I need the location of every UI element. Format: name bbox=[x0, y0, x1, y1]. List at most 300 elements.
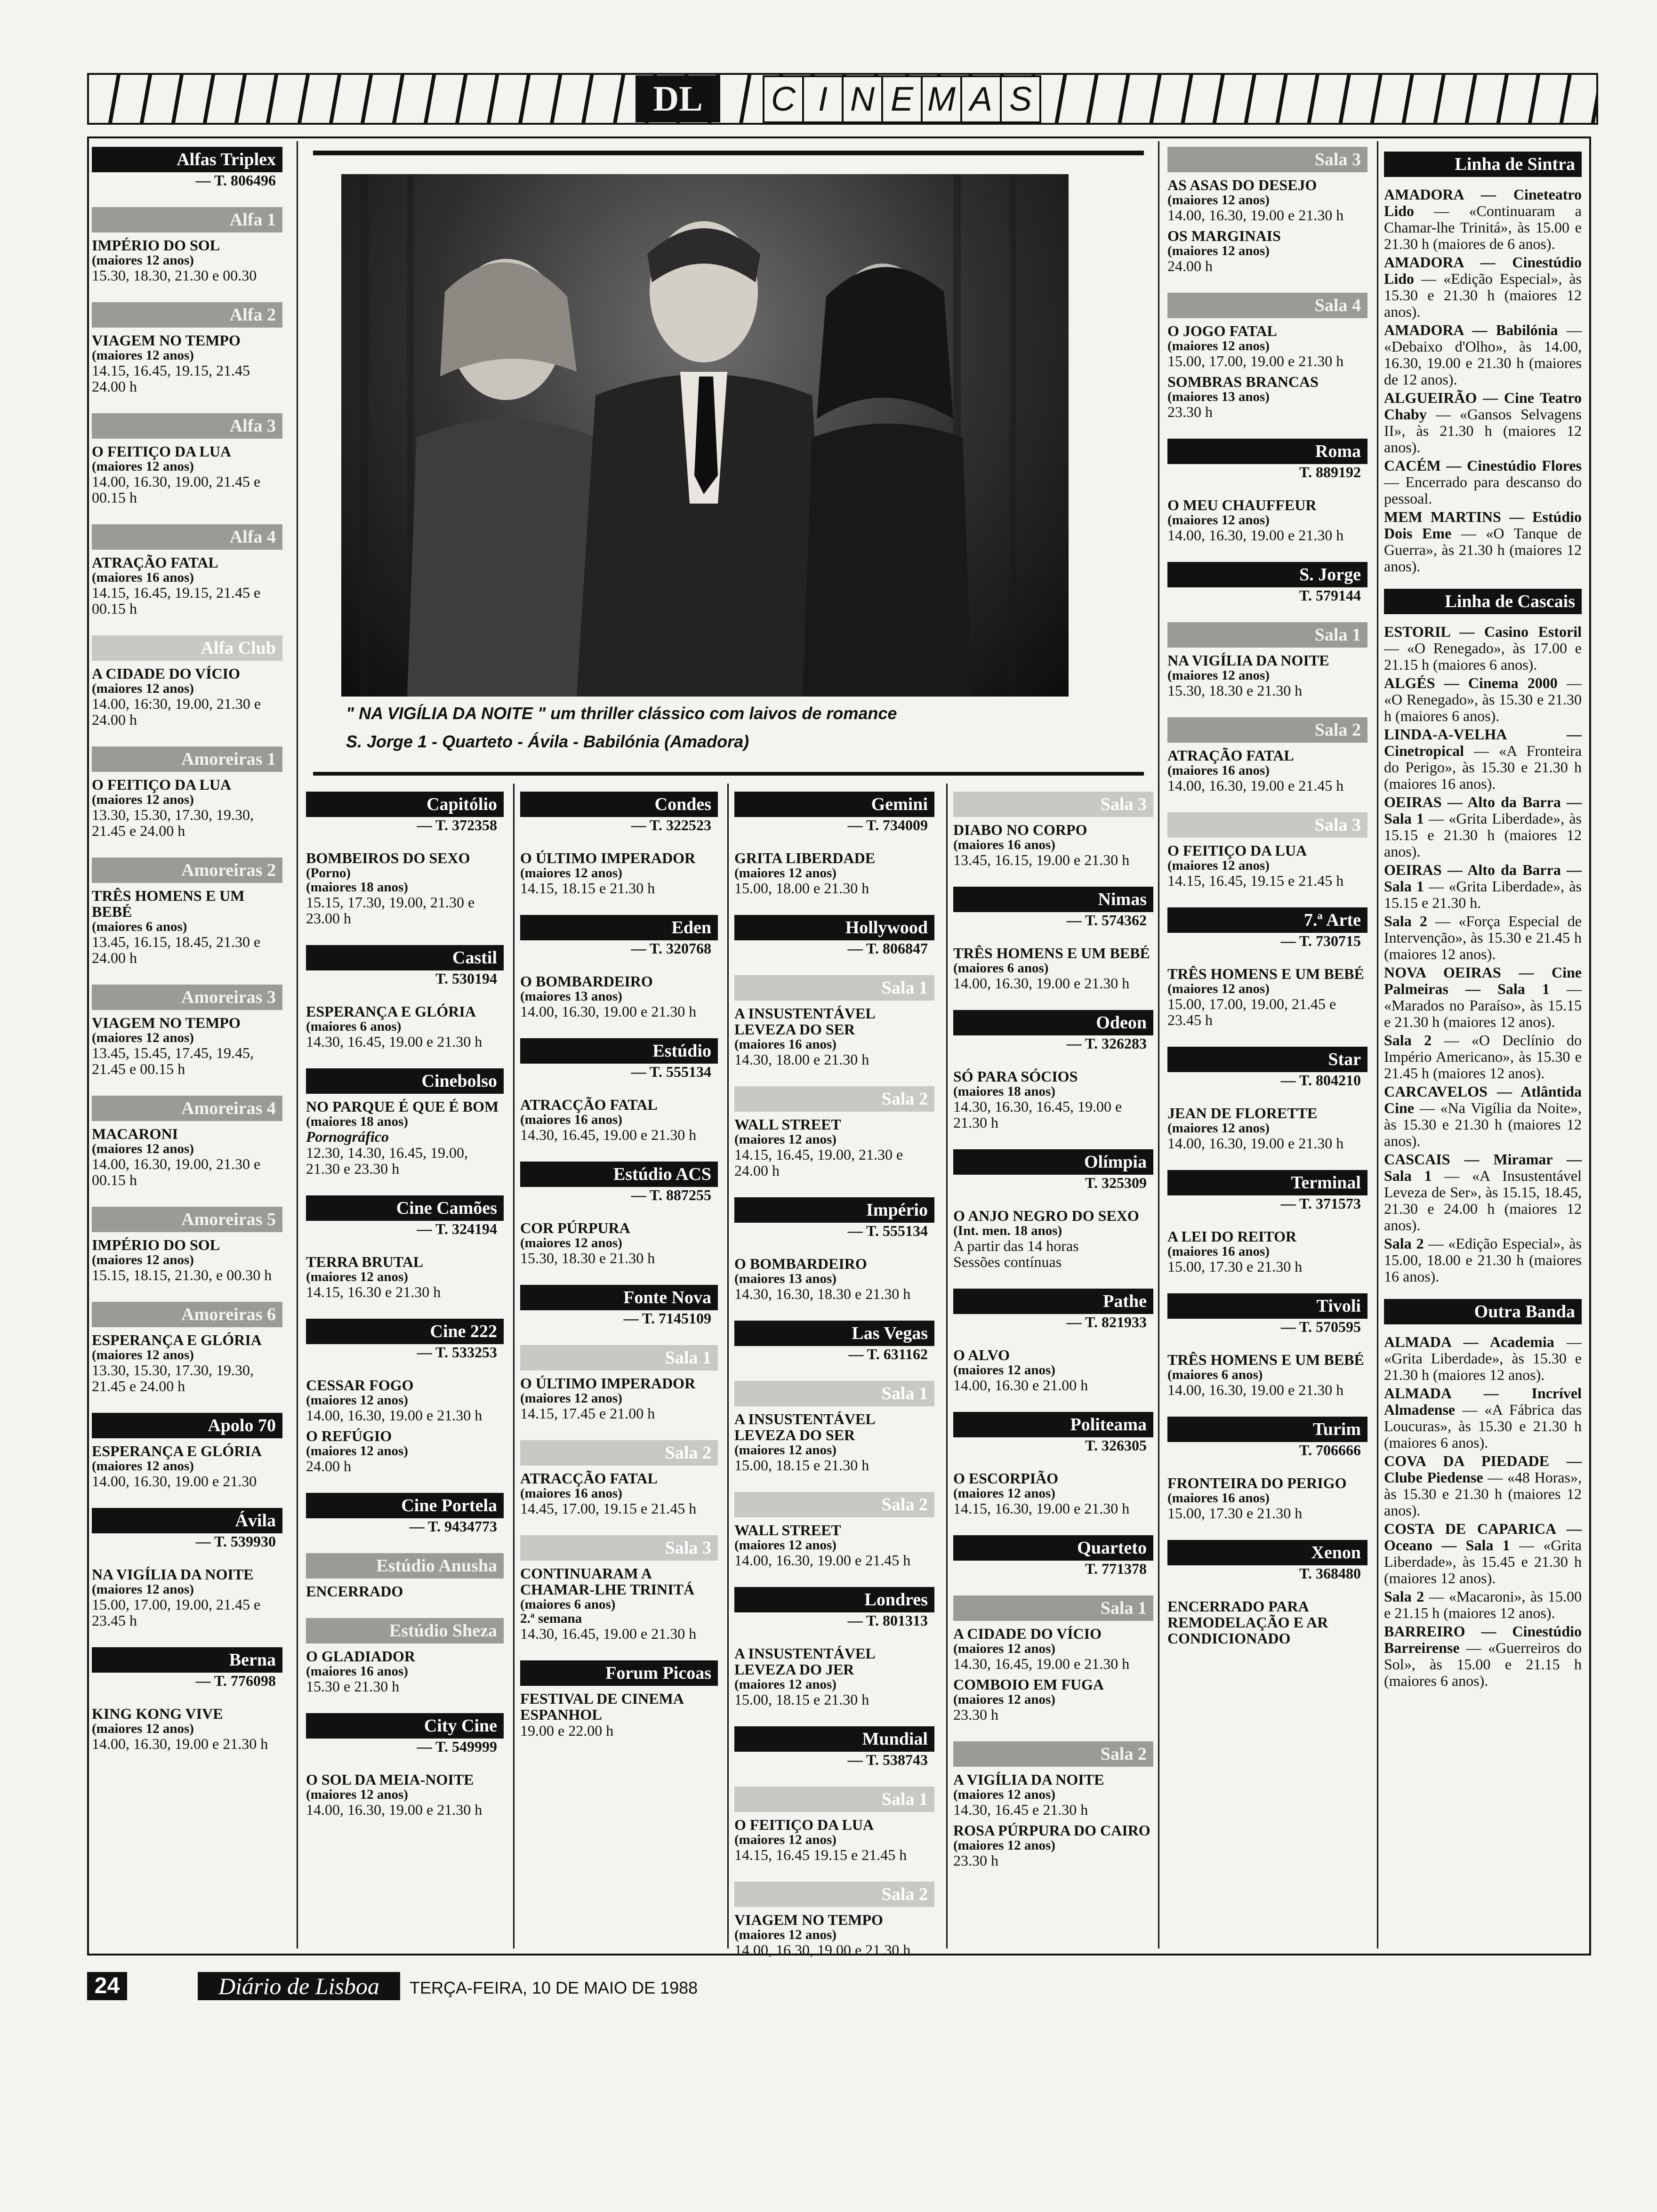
regional-details: — «Marados no Paraíso», às 15.15 e 21.30 h (maiores 12 anos). bbox=[1384, 980, 1582, 1030]
regional-details: — «Continuaram a Chamar-lhe Trinitá», às 15.00 e 21.30 h (maiores de 6 anos). bbox=[1384, 202, 1582, 252]
cinema-listing bbox=[92, 207, 282, 283]
regional-details: — «Grita Liberdade», às 15.30 e 21.30 h (maiores 12 anos). bbox=[1384, 1333, 1582, 1383]
cinema-name: Alfa 2 bbox=[92, 302, 282, 328]
age-rating: (maiores 12 anos) bbox=[520, 1391, 622, 1406]
regional-venue: ALGUEIRÃO — Cine Teatro Chaby bbox=[1384, 389, 1582, 423]
showtimes: 15.30, 18.30 e 21.30 h bbox=[1167, 682, 1303, 699]
age-rating: (maiores 12 anos) bbox=[1167, 513, 1270, 528]
age-rating: (Int. men. 18 anos) bbox=[953, 1223, 1062, 1238]
regional-listing bbox=[1384, 726, 1582, 792]
cinema-name: Alfa 1 bbox=[92, 207, 282, 232]
showtimes: 14.30, 16.45, 19.00 e 21.30 h bbox=[306, 1033, 483, 1050]
film-title: O ALVO bbox=[953, 1346, 1010, 1363]
age-rating: (maiores 12 anos) bbox=[953, 1486, 1055, 1501]
cinema-listing bbox=[1167, 147, 1367, 274]
cinema-listing bbox=[306, 1618, 504, 1694]
column-rule bbox=[1158, 141, 1159, 1948]
regional-venue: COVA DA PIEDADE — Clube Piedense bbox=[1384, 1452, 1582, 1486]
age-rating: (maiores 12 anos) bbox=[734, 1677, 837, 1692]
cinema-phone: — T. 7145109 bbox=[623, 1310, 711, 1327]
age-rating: (maiores 16 anos) bbox=[1167, 1491, 1270, 1506]
film-title: ESPERANÇA E GLÓRIA bbox=[92, 1331, 262, 1348]
cinema-listing bbox=[734, 792, 934, 896]
showtimes: 15.00, 17.00, 19.00 e 21.30 h bbox=[1167, 353, 1344, 369]
cinema-phone: — T. 806496 bbox=[195, 172, 276, 189]
publication-date: TERÇA-FEIRA, 10 DE MAIO DE 1988 bbox=[410, 1978, 698, 1997]
showtimes: 14.15, 16.45, 19.00, 21.30 e 24.00 h bbox=[734, 1146, 903, 1179]
showtimes: 14.00, 16.30, 19.00 e 21.30 h bbox=[1167, 527, 1344, 544]
age-rating: (maiores 12 anos) bbox=[92, 1347, 194, 1362]
age-rating: (maiores 16 anos) bbox=[734, 1037, 837, 1052]
age-rating: (maiores 13 anos) bbox=[1167, 389, 1270, 404]
film-title: A INSUSTENTÁVEL LEVEZA DO SER bbox=[734, 1005, 875, 1038]
cinema-listing bbox=[92, 746, 282, 839]
cinema-name: Sala 2 bbox=[1167, 717, 1367, 743]
cinema-name: Cine 222 bbox=[306, 1319, 504, 1344]
showtimes: 14.30, 16.45, 19.00 e 21.30 h bbox=[520, 1625, 697, 1642]
regional-venue: AMADORA — Cineteatro Lido bbox=[1384, 186, 1582, 219]
showtimes: 23.30 h bbox=[1167, 403, 1213, 420]
cinema-name: Alfa 3 bbox=[92, 413, 282, 439]
cinema-listing bbox=[92, 1096, 282, 1188]
film-title: TERRA BRUTAL bbox=[306, 1253, 424, 1270]
cinema-name: Politeama bbox=[953, 1412, 1153, 1437]
regional-listing bbox=[1384, 624, 1582, 673]
cinema-listing bbox=[92, 1647, 282, 1752]
cinema-name: Las Vegas bbox=[734, 1321, 934, 1346]
cinema-listing bbox=[520, 1345, 718, 1421]
film-title: ROSA PÚRPURA DO CAIRO bbox=[953, 1822, 1150, 1839]
regional-listing bbox=[1384, 509, 1582, 575]
cinema-phone: — T. 801313 bbox=[847, 1612, 928, 1629]
regional-venue: OEIRAS — Alto da Barra — Sala 1 bbox=[1384, 793, 1582, 827]
cinema-listing bbox=[92, 1302, 282, 1394]
age-rating: (maiores 12 anos) bbox=[92, 1582, 194, 1597]
title-letter: N bbox=[842, 75, 883, 123]
regional-listing bbox=[1384, 322, 1582, 388]
cinema-name: Star bbox=[1167, 1047, 1367, 1072]
film-title: IMPÉRIO DO SOL bbox=[92, 1236, 220, 1253]
cinema-listing bbox=[734, 1492, 934, 1568]
age-rating: (maiores 16 anos) bbox=[306, 1664, 408, 1679]
film-title: O FEITIÇO DA LUA bbox=[734, 1816, 874, 1833]
showtimes: 14.30, 16.45, 19.00 e 21.30 h bbox=[953, 1655, 1130, 1672]
film-title: VIAGEM NO TEMPO bbox=[92, 332, 241, 349]
cinema-name: Cinebolso bbox=[306, 1068, 504, 1094]
cinema-listing bbox=[953, 1149, 1153, 1270]
cinema-listing bbox=[1167, 439, 1367, 543]
age-rating: (maiores 12 anos) bbox=[92, 1459, 194, 1474]
showtimes: 14.00, 16.30, 19.00 e 21.45 h bbox=[734, 1552, 911, 1569]
film-title: OS MARGINAIS bbox=[1167, 227, 1281, 244]
regional-details: — «A Fábrica das Loucuras», às 15.30 e 21.30 h (maiores 6 anos). bbox=[1384, 1401, 1582, 1451]
cinema-listing bbox=[92, 413, 282, 505]
regional-listing bbox=[1384, 457, 1582, 507]
cinema-listing bbox=[734, 1197, 934, 1302]
cinema-name: Amoreiras 4 bbox=[92, 1096, 282, 1121]
cinema-phone: — T. 734009 bbox=[847, 817, 928, 834]
cinema-phone: T. 325309 bbox=[1085, 1174, 1147, 1191]
cinema-name: Amoreiras 2 bbox=[92, 858, 282, 883]
film-title: FESTIVAL DE CINEMA ESPANHOL bbox=[520, 1690, 684, 1723]
cinema-listing bbox=[1167, 622, 1367, 698]
film-title: ESPERANÇA E GLÓRIA bbox=[92, 1443, 262, 1459]
age-rating: (maiores 12 anos) bbox=[734, 866, 837, 881]
cinema-listing bbox=[92, 1413, 282, 1489]
age-rating: (maiores 12 anos) bbox=[734, 1443, 837, 1458]
film-title: O ANJO NEGRO DO SEXO bbox=[953, 1207, 1139, 1224]
showtimes: 13.30, 15.30, 17.30, 19.30, 21.45 e 24.00 h bbox=[92, 1362, 254, 1395]
regional-listing bbox=[1384, 1083, 1582, 1149]
regional-details: — «Na Vigília da Noite», às 15.30 e 21.30 h (maiores 12 anos). bbox=[1384, 1099, 1582, 1149]
cinema-listing bbox=[734, 1381, 934, 1473]
regional-venue: ESTORIL — Casino Estoril bbox=[1384, 623, 1582, 640]
age-rating: (maiores 12 anos) bbox=[306, 1443, 408, 1459]
cinema-listing bbox=[520, 1660, 718, 1739]
newspaper-name: Diário de Lisboa bbox=[198, 1972, 400, 2000]
section-title bbox=[763, 75, 1039, 122]
cinema-listing bbox=[520, 1162, 718, 1266]
film-title: GRITA LIBERDADE bbox=[734, 850, 876, 866]
cinema-name: Cine Portela bbox=[306, 1493, 504, 1518]
cinema-name: Sala 3 bbox=[1167, 147, 1367, 172]
film-title: AS ASAS DO DESEJO bbox=[1167, 176, 1317, 193]
age-rating: (maiores 12 anos) bbox=[92, 459, 194, 474]
film-title: ATRAÇÃO FATAL bbox=[92, 554, 218, 571]
film-title: O SOL DA MEIA-NOITE bbox=[306, 1771, 474, 1788]
showtimes: 14.00, 16.30, 19.00 e 21.45 h bbox=[1167, 777, 1344, 794]
cinema-listing bbox=[520, 1285, 718, 1326]
film-title: FRONTEIRA DO PERIGO bbox=[1167, 1475, 1347, 1491]
cinema-listing bbox=[306, 945, 504, 1050]
cinema-listing bbox=[1167, 1540, 1367, 1646]
age-rating: (maiores 16 anos) bbox=[1167, 763, 1270, 778]
cinema-listing bbox=[92, 858, 282, 966]
film-title: TRÊS HOMENS E UM BEBÉ bbox=[1167, 1351, 1364, 1368]
cinema-name: Amoreiras 5 bbox=[92, 1207, 282, 1232]
age-rating: (maiores 12 anos) bbox=[1167, 192, 1270, 208]
cinema-name: Alfas Triplex bbox=[92, 147, 282, 172]
regional-listing bbox=[1384, 390, 1582, 456]
showtimes: 15.15, 17.30, 19.00, 21.30 e 23.00 h bbox=[306, 894, 475, 927]
cinema-phone: T. 771378 bbox=[1085, 1560, 1147, 1577]
film-title: NO PARQUE É QUE É BOM bbox=[306, 1098, 499, 1115]
age-rating: (maiores 12 anos) bbox=[92, 348, 194, 363]
showtimes: A partir das 14 horas bbox=[953, 1237, 1079, 1254]
regional-listing bbox=[1384, 913, 1582, 962]
film-title: ESPERANÇA E GLÓRIA bbox=[306, 1003, 476, 1020]
cinema-name: Castil bbox=[306, 945, 504, 970]
film-title: A INSUSTENTÁVEL LEVEZA DO JER bbox=[734, 1645, 875, 1678]
cinema-phone: — T. 631162 bbox=[848, 1346, 928, 1362]
cinema-name: Sala 1 bbox=[734, 1381, 934, 1406]
cinema-listing bbox=[92, 524, 282, 617]
film-title: A INSUSTENTÁVEL LEVEZA DO SER bbox=[734, 1411, 875, 1443]
regional-listing bbox=[1384, 186, 1582, 252]
showtimes: 14.00, 16.30 e 21.00 h bbox=[953, 1377, 1088, 1394]
age-rating: (maiores 12 anos) bbox=[1167, 981, 1270, 996]
film-title: CONTINUARAM A CHAMAR-LHE TRINITÁ bbox=[520, 1565, 695, 1598]
listings-column-1 bbox=[92, 136, 282, 1771]
film-title: O BOMBARDEIRO bbox=[520, 973, 653, 990]
regional-details: — «A Insustentável Leveza de Ser», às 15.15, 18.45, 21.30 e 24.00 h (maiores 12 anos). bbox=[1384, 1167, 1582, 1234]
film-title: ENCERRADO PARA REMODELAÇÃO E AR CONDICIONADO bbox=[1167, 1598, 1328, 1647]
regional-details: — «Edição Especial», às 15.00, 18.00 e 21.30 h (maiores 16 anos). bbox=[1384, 1235, 1582, 1285]
cinema-listing bbox=[92, 1207, 282, 1283]
cinema-listing bbox=[734, 975, 934, 1067]
cinema-phone: — T. 539930 bbox=[195, 1533, 276, 1550]
regional-details: — «O Tanque de Guerra», às 21.30 h (maiores 12 anos). bbox=[1384, 525, 1582, 575]
regional-listing bbox=[1384, 1151, 1582, 1234]
cinema-listing bbox=[1167, 717, 1367, 793]
showtimes: 14.00, 16.30, 19.00 e 21.30 h bbox=[1167, 1135, 1344, 1152]
cinema-phone: T. 326305 bbox=[1085, 1437, 1147, 1454]
cinema-listing bbox=[1167, 1047, 1367, 1151]
cinema-listing bbox=[734, 1086, 934, 1178]
showtimes: 14.00, 16.30, 19.00 e 21.30 h bbox=[734, 1941, 911, 1958]
column-rule bbox=[297, 141, 298, 1948]
film-title: O FEITIÇO DA LUA bbox=[92, 776, 232, 793]
cinema-listing bbox=[92, 147, 282, 188]
film-note: 2.ª semana bbox=[520, 1611, 582, 1626]
title-letter: A bbox=[960, 75, 1002, 123]
showtimes: 23.30 h bbox=[953, 1852, 998, 1869]
listings-column-6 bbox=[1167, 136, 1367, 1665]
cinema-phone: — T. 574362 bbox=[1066, 912, 1147, 929]
showtimes: 14.00, 16.30, 19.00 e 21.30 h bbox=[306, 1407, 483, 1424]
film-title: WALL STREET bbox=[734, 1116, 841, 1133]
regional-listing bbox=[1384, 1385, 1582, 1451]
cinema-name: Tivoli bbox=[1167, 1293, 1367, 1319]
column-rule bbox=[946, 784, 948, 1948]
showtimes: 15.00, 17.00, 19.00, 21.45 e 23.45 h bbox=[1167, 995, 1336, 1028]
cinema-phone: — T. 549999 bbox=[417, 1738, 497, 1755]
age-rating: (maiores 12 anos) bbox=[306, 1393, 408, 1408]
regional-venue: AMADORA — Babilónia bbox=[1384, 321, 1558, 338]
cinema-listing bbox=[1167, 293, 1367, 420]
cinema-name: Sala 3 bbox=[520, 1535, 718, 1561]
regional-listing bbox=[1384, 254, 1582, 320]
column-rule bbox=[513, 784, 515, 1948]
regional-venue: OEIRAS — Alto da Barra — Sala 1 bbox=[1384, 861, 1582, 895]
cinema-phone: T. 368480 bbox=[1299, 1565, 1361, 1582]
cinema-listing bbox=[953, 1412, 1153, 1516]
regional-details: — «A Fronteira do Perigo», às 15.30 e 21.30 h (maiores 16 anos). bbox=[1384, 742, 1582, 792]
regional-venue: COSTA DE CAPARICA — Oceano — Sala 1 bbox=[1384, 1520, 1582, 1554]
cinema-listing bbox=[953, 792, 1153, 868]
showtimes: 24.00 h bbox=[306, 1458, 351, 1475]
showtimes: 15.15, 18.15, 21.30, e 00.30 h bbox=[92, 1266, 272, 1283]
cinema-listing bbox=[953, 1535, 1153, 1577]
regional-details: — «Força Especial de Intervenção», às 15.30 e 21.45 h (maiores 12 anos). bbox=[1384, 913, 1582, 962]
cinema-name: Cine Camões bbox=[306, 1195, 504, 1221]
age-rating: (maiores 12 anos) bbox=[1167, 858, 1270, 873]
regional-venue: Sala 2 bbox=[1384, 1032, 1432, 1049]
cinema-phone: — T. 804210 bbox=[1280, 1072, 1361, 1089]
age-rating: (maiores 12 anos) bbox=[1167, 668, 1270, 683]
cinema-listing bbox=[92, 985, 282, 1077]
age-rating: (maiores 18 anos) bbox=[306, 1114, 408, 1129]
cinema-name: Império bbox=[734, 1197, 934, 1223]
showtimes: 14.00, 16.30, 19.00 e 21.30 h bbox=[92, 1735, 268, 1752]
cinema-listing bbox=[953, 1289, 1153, 1393]
column-rule bbox=[727, 784, 729, 1948]
cinema-name: Condes bbox=[520, 792, 718, 817]
showtimes: 15.30, 18.30, 21.30 e 00.30 bbox=[92, 267, 257, 284]
photo-caption-line2: S. Jorge 1 - Quarteto - Ávila - Babilónia (Amadora) bbox=[346, 732, 749, 751]
cinema-listing bbox=[92, 1508, 282, 1628]
cinema-listing bbox=[734, 1321, 934, 1362]
showtimes: 15.00, 18.00 e 21.30 h bbox=[734, 880, 869, 897]
age-rating: (maiores 12 anos) bbox=[1167, 338, 1270, 353]
showtimes: 14.15, 18.15 e 21.30 h bbox=[520, 880, 655, 897]
cinema-name: Mundial bbox=[734, 1726, 934, 1752]
age-rating: (maiores 12 anos) bbox=[1167, 243, 1270, 258]
showtimes: 14.15, 16.30, 19.00 e 21.30 h bbox=[953, 1500, 1130, 1517]
cinema-name: Gemini bbox=[734, 792, 934, 817]
cinema-name: Eden bbox=[520, 915, 718, 940]
showtimes: 14.15, 16.45, 19.15 e 21.45 h bbox=[1167, 872, 1344, 889]
showtimes: 14.00, 16.30, 19.00 e 21.30 h bbox=[520, 1003, 697, 1020]
regional-venue: Sala 2 bbox=[1384, 1588, 1424, 1605]
age-rating: (maiores 12 anos) bbox=[92, 681, 194, 696]
film-title: CESSAR FOGO bbox=[306, 1377, 414, 1394]
regional-venue: CASCAIS — Miramar — Sala 1 bbox=[1384, 1151, 1582, 1184]
film-title: VIAGEM NO TEMPO bbox=[92, 1014, 241, 1031]
cinema-listing bbox=[953, 1741, 1153, 1868]
cinema-name: Quarteto bbox=[953, 1535, 1153, 1561]
cinema-phone: — T. 538743 bbox=[847, 1751, 928, 1768]
film-title: SOMBRAS BRANCAS bbox=[1167, 373, 1319, 390]
film-title: O MEU CHAUFFEUR bbox=[1167, 497, 1317, 513]
regional-venue: AMADORA — Cinestúdio Lido bbox=[1384, 254, 1582, 287]
photo-rule-bottom bbox=[313, 772, 1144, 776]
cinema-listing bbox=[520, 915, 718, 1019]
cinema-name: Roma bbox=[1167, 439, 1367, 464]
cinema-phone: — T. 322523 bbox=[631, 817, 711, 834]
regional-details: — «Guerreiros do Sol», às 15.00 e 21.15 h (maiores 6 anos). bbox=[1384, 1639, 1582, 1689]
age-rating: (maiores 12 anos) bbox=[92, 1141, 194, 1156]
showtimes: 14.30, 16.45 e 21.30 h bbox=[953, 1801, 1088, 1818]
regional-venue: ALMADA — Incrível Almadense bbox=[1384, 1385, 1582, 1418]
film-title: A CIDADE DO VÍCIO bbox=[92, 665, 241, 682]
showtimes: 15.00, 18.15 e 21.30 h bbox=[734, 1691, 869, 1708]
cinema-name: Capitólio bbox=[306, 792, 504, 817]
cinema-phone: — T. 730715 bbox=[1280, 932, 1361, 949]
cinema-name: Sala 3 bbox=[953, 792, 1153, 817]
age-rating: (maiores 12 anos) bbox=[306, 1269, 408, 1284]
showtimes: 14.00, 16.30, 19.00 e 21.30 h bbox=[1167, 1381, 1344, 1398]
age-rating: (maiores 18 anos) bbox=[953, 1084, 1055, 1099]
cinema-listing bbox=[306, 1713, 504, 1818]
film-title: A LEI DO REITOR bbox=[1167, 1228, 1297, 1245]
regional-listings-column bbox=[1384, 136, 1582, 1691]
showtimes: 14.00, 16.30, 19.00 e 21.30 h bbox=[306, 1801, 483, 1818]
title-letter: I bbox=[802, 75, 844, 123]
cinema-name: Londres bbox=[734, 1587, 934, 1612]
age-rating: (maiores 12 anos) bbox=[92, 1721, 194, 1736]
film-title: O ÚLTIMO IMPERADOR bbox=[520, 850, 696, 866]
showtimes: 14.00, 16.30, 19.00, 21.30 e 00.15 h bbox=[92, 1155, 261, 1188]
age-rating: (maiores 6 anos) bbox=[92, 919, 187, 934]
cinema-listing bbox=[306, 1553, 504, 1599]
film-note: (maiores 18 anos) bbox=[306, 880, 408, 895]
age-rating: (maiores 12 anos) bbox=[520, 1235, 622, 1250]
cinema-phone: — T. 555134 bbox=[631, 1063, 711, 1080]
cinema-name: Sala 1 bbox=[953, 1595, 1153, 1621]
cinema-phone: — T. 320768 bbox=[631, 940, 711, 957]
cinema-listing bbox=[306, 1319, 504, 1474]
showtimes: 14.15, 16.45, 19.15, 21.45 e 00.15 h bbox=[92, 584, 261, 617]
regional-venue: ALMADA — Academia bbox=[1384, 1333, 1554, 1350]
age-rating: (maiores 6 anos) bbox=[953, 961, 1049, 976]
showtimes: 14.15, 16.45 19.15 e 21.45 h bbox=[734, 1846, 907, 1863]
regional-details: — «Macaroni», às 15.00 e 21.15 h (maiores 12 anos). bbox=[1384, 1588, 1582, 1621]
age-rating: (maiores 6 anos) bbox=[1167, 1367, 1263, 1382]
cinema-name: Estúdio ACS bbox=[520, 1162, 718, 1187]
showtimes: 24.00 h bbox=[1167, 257, 1213, 274]
film-title: O ÚLTIMO IMPERADOR bbox=[520, 1375, 696, 1392]
film-title: A VIGÍLIA DA NOITE bbox=[953, 1771, 1104, 1788]
film-title: ATRAÇÃO FATAL bbox=[1167, 747, 1294, 764]
cinema-name: Hollywood bbox=[734, 915, 934, 940]
page-number: 24 bbox=[87, 1972, 127, 2000]
age-rating: (maiores 16 anos) bbox=[953, 837, 1055, 852]
cinema-name: Odeon bbox=[953, 1010, 1153, 1035]
cinema-name: Sala 3 bbox=[1167, 812, 1367, 838]
cinema-phone: T. 889192 bbox=[1299, 464, 1361, 481]
age-rating: (maiores 16 anos) bbox=[1167, 1244, 1270, 1259]
film-title: O JOGO FATAL bbox=[1167, 322, 1277, 339]
age-rating: (maiores 12 anos) bbox=[92, 253, 194, 268]
cinema-name: Sala 2 bbox=[953, 1741, 1153, 1767]
showtimes: 14.00, 16.30, 19.00 e 21.30 h bbox=[953, 975, 1130, 992]
showtimes: 15.30, 18.30 e 21.30 h bbox=[520, 1250, 655, 1266]
regional-details: — «48 Horas», às 15.30 e 21.30 h (maiores 12 anos). bbox=[1384, 1469, 1582, 1519]
cinema-name: Amoreiras 6 bbox=[92, 1302, 282, 1327]
title-letter: C bbox=[763, 75, 804, 123]
cinema-phone: — T. 555134 bbox=[847, 1222, 928, 1239]
listings-column-3 bbox=[520, 781, 718, 1757]
film-title: TRÊS HOMENS E UM BEBÉ bbox=[953, 945, 1150, 962]
cinema-name: Estúdio bbox=[520, 1038, 718, 1064]
showtimes: 15.00, 18.15 e 21.30 h bbox=[734, 1457, 869, 1474]
regional-listing bbox=[1384, 794, 1582, 860]
film-note: Pornográfico bbox=[306, 1128, 389, 1145]
showtimes: 13.45, 16.15, 18.45, 21.30 e 24.00 h bbox=[92, 933, 261, 966]
showtimes: 14.00, 16.30, 19.00 e 21.30 bbox=[92, 1473, 257, 1490]
column-rule bbox=[1377, 141, 1378, 1948]
cinema-name: Estúdio Anusha bbox=[306, 1553, 504, 1579]
film-title: TRÊS HOMENS E UM BEBÉ bbox=[1167, 965, 1364, 982]
showtimes: 14.30, 18.00 e 21.30 h bbox=[734, 1051, 869, 1068]
film-title: O ESCORPIÃO bbox=[953, 1470, 1059, 1487]
film-title: WALL STREET bbox=[734, 1522, 841, 1539]
cinema-name: S. Jorge bbox=[1167, 562, 1367, 587]
showtimes: 14.45, 17.00, 19.15 e 21.45 h bbox=[520, 1500, 697, 1517]
regional-details: — «O Renegado», às 17.00 e 21.15 h (maiores 6 anos). bbox=[1384, 640, 1582, 673]
showtimes: 14.00, 16:30, 19.00, 21.30 e 24.00 h bbox=[92, 695, 261, 728]
regional-listing bbox=[1384, 1235, 1582, 1285]
cinema-name: Amoreiras 3 bbox=[92, 985, 282, 1010]
newspaper-logo: DL bbox=[635, 75, 720, 122]
film-title: ATRACÇÃO FATAL bbox=[520, 1470, 658, 1487]
regional-venue: Sala 2 bbox=[1384, 1235, 1424, 1252]
cinema-name: Sala 1 bbox=[520, 1345, 718, 1370]
cinema-name: Ávila bbox=[92, 1508, 282, 1533]
cinema-name: Berna bbox=[92, 1647, 282, 1673]
age-rating: (maiores 12 anos) bbox=[92, 792, 194, 807]
